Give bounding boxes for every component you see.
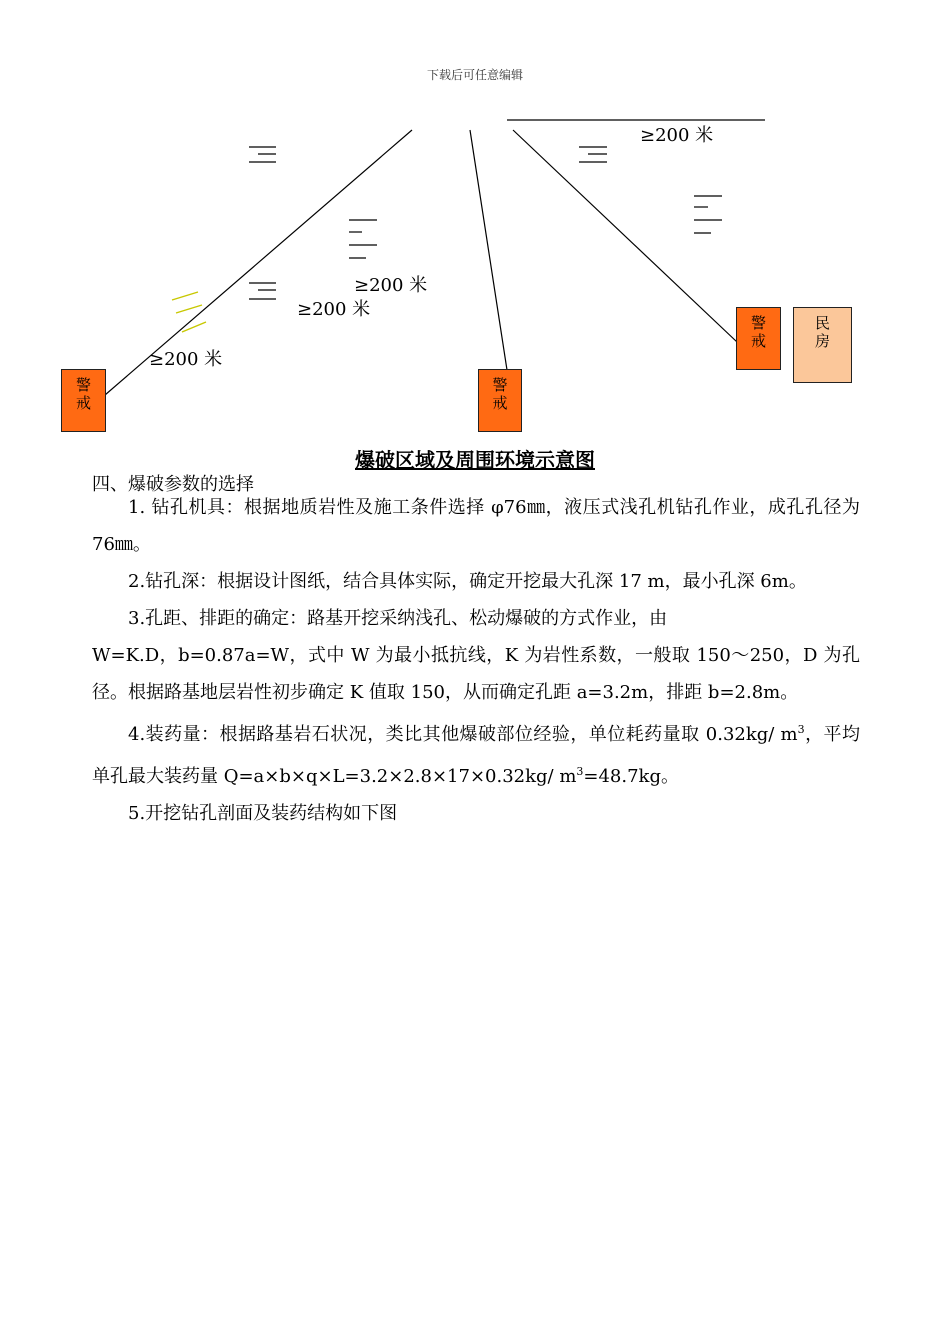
terrain-symbol	[249, 283, 276, 299]
section-body	[92, 489, 860, 832]
terrain-symbol	[349, 220, 377, 258]
distance-label: ≥200 米	[149, 349, 223, 370]
diagram-caption: 爆破区域及周围环境示意图	[355, 448, 595, 472]
distance-label: ≥200 米	[640, 125, 714, 146]
guard-post-right: 警 戒	[736, 307, 781, 370]
distance-label: ≥200 米	[297, 299, 371, 320]
terrain-symbol	[579, 147, 607, 162]
terrain-symbol	[694, 196, 722, 233]
paragraph-profile-note: 5.开挖钻孔剖面及装药结构如下图	[128, 803, 398, 824]
boundary-line-right	[513, 130, 737, 342]
boundary-line-middle	[470, 130, 507, 370]
paragraph-charge-amount: 4.装药量：根据路基岩石状况，类比其他爆破部位经验，单位耗药量取 0.32kg/ $m^3$，平均单孔最大装药量 Q=a×b×q×L=3.2×2.8×17×0.32kg/ $m^3=48.7kg$。	[92, 723, 861, 787]
section-title: 四、爆破参数的选择	[92, 474, 254, 495]
distance-label: ≥200 米	[354, 275, 428, 296]
page-header: 下载后可任意编辑	[426, 68, 523, 82]
guard-post-middle: 警 戒	[478, 369, 522, 432]
residential-house: 民 房	[793, 307, 852, 383]
paragraph-hole-spacing: 3.孔距、排距的确定：路基开挖采纳浅孔、松动爆破的方式作业，由	[128, 608, 668, 629]
terrain-symbol	[249, 147, 276, 162]
paragraph-drilling-equipment: 1. 钻孔机具：根据地质岩性及施工条件选择 φ76㎜，液压式浅孔机钻孔作业，成孔孔径为76㎜。	[92, 497, 860, 555]
paragraph-formula: W=K.D，b=0.87a=W，式中 W 为最小抵抗线，K 为岩性系数，一般取 150～250，D 为孔径。根据路基地层岩性初步确定 K 值取 150，从而确定孔距 a=3.2m，排距 b=2.8m。	[92, 645, 860, 703]
guard-post-left: 警 戒	[61, 369, 106, 432]
paragraph-hole-depth: 2.钻孔深：根据设计图纸，结合具体实际，确定开挖最大孔深 17 m，最小孔深 6m。	[128, 571, 807, 592]
